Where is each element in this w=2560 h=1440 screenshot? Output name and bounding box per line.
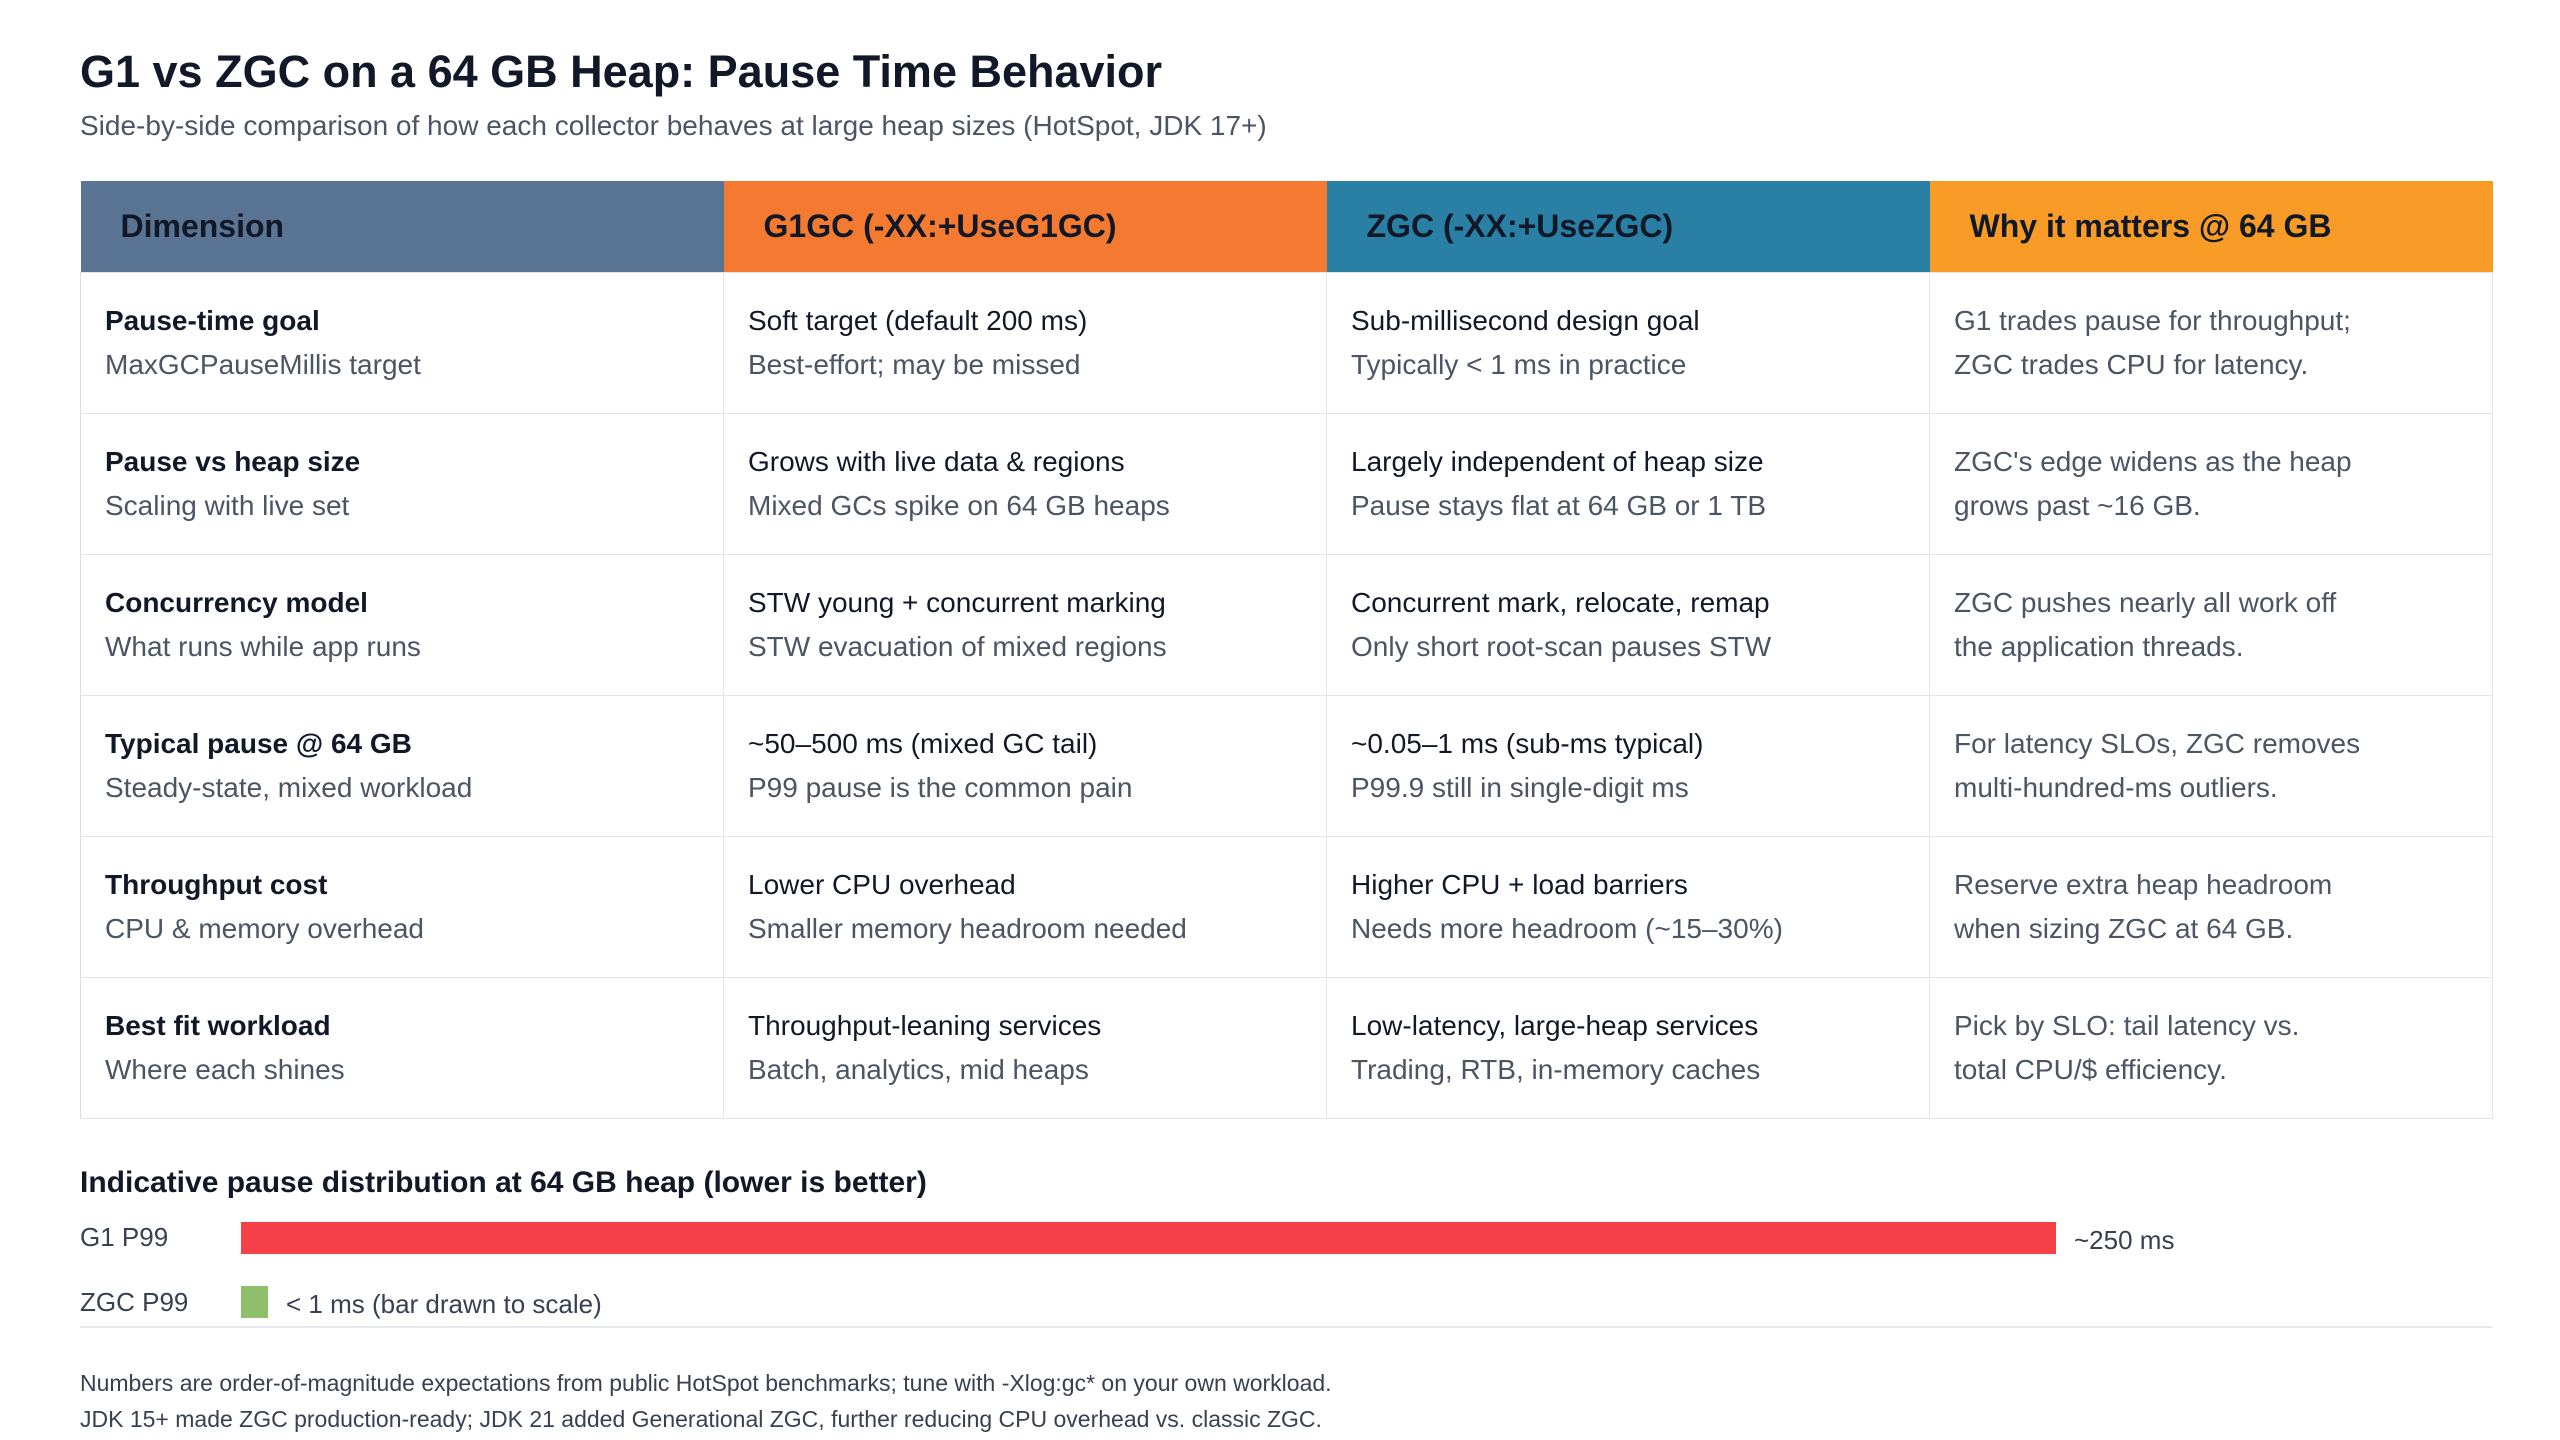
cell-main-text: Sub-millisecond design goal	[1351, 305, 1700, 336]
cell-main-text: STW young + concurrent marking	[748, 587, 1166, 618]
cell-why	[1930, 273, 2493, 414]
cell-main-text: Pick by SLO: tail latency vs.	[1954, 1010, 2300, 1041]
cell-main-text: G1 trades pause for throughput;	[1954, 305, 2351, 336]
cell-main-text: Reserve extra heap headroom	[1954, 869, 2333, 900]
cell-sub-text: CPU & memory overhead	[105, 913, 425, 944]
g1-bar-value: ~250 ms	[2074, 1225, 2175, 1255]
cell-g1gc	[724, 696, 1327, 837]
cell-why	[1930, 414, 2493, 555]
cell-main-text: Higher CPU + load barriers	[1351, 869, 1688, 900]
cell-main-text: ZGC pushes nearly all work off	[1954, 587, 2337, 618]
cell-sub-text: What runs while app runs	[105, 631, 421, 662]
cell-why	[1930, 837, 2493, 978]
cell-sub-text: the application threads.	[1954, 631, 2244, 662]
cell-zgc	[1327, 978, 1930, 1119]
cell-main-text: ~50–500 ms (mixed GC tail)	[748, 728, 1098, 759]
cell-sub-text: Mixed GCs spike on 64 GB heaps	[748, 490, 1170, 521]
cell-sub-text: total CPU/$ efficiency.	[1954, 1054, 2227, 1085]
cell-sub-text: P99.9 still in single-digit ms	[1351, 772, 1689, 803]
cell-sub-text: Pause stays flat at 64 GB or 1 TB	[1351, 490, 1767, 521]
column-header-zgc: ZGC (-XX:+UseZGC)	[1327, 181, 1930, 273]
cell-why	[1930, 978, 2493, 1119]
zgc-pause-bar	[241, 1286, 268, 1318]
cell-dimension	[81, 696, 724, 837]
cell-main-text: Pause-time goal	[105, 305, 320, 336]
cell-sub-text: MaxGCPauseMillis target	[105, 349, 421, 380]
cell-sub-text: multi-hundred-ms outliers.	[1954, 772, 2278, 803]
table-row	[81, 273, 2493, 414]
divider	[80, 1326, 2492, 1328]
cell-main-text: Throughput cost	[105, 869, 328, 900]
cell-g1gc	[724, 273, 1327, 414]
column-header-dimension: Dimension	[81, 181, 724, 273]
zgc-bar-label: ZGC P99	[80, 1287, 189, 1317]
cell-sub-text: STW evacuation of mixed regions	[748, 631, 1167, 662]
cell-sub-text: Smaller memory headroom needed	[748, 913, 1187, 944]
cell-main-text: Throughput-leaning services	[748, 1010, 1102, 1041]
cell-sub-text: ZGC trades CPU for latency.	[1954, 349, 2309, 380]
cell-main-text: Lower CPU overhead	[748, 869, 1016, 900]
cell-sub-text: Where each shines	[105, 1054, 345, 1085]
column-header-g1gc: G1GC (-XX:+UseG1GC)	[724, 181, 1327, 273]
cell-sub-text: Needs more headroom (~15–30%)	[1351, 913, 1783, 944]
cell-dimension	[81, 555, 724, 696]
table-row	[81, 414, 2493, 555]
cell-g1gc	[724, 837, 1327, 978]
table-row	[81, 696, 2493, 837]
cell-main-text: ~0.05–1 ms (sub-ms typical)	[1351, 728, 1704, 759]
page-subtitle: Side-by-side comparison of how each collector behaves at large heap sizes (HotSpot, JDK 17+)	[80, 110, 1267, 141]
cell-main-text: ZGC's edge widens as the heap	[1954, 446, 2352, 477]
pause-chart-title: Indicative pause distribution at 64 GB heap (lower is better)	[80, 1166, 927, 1199]
page-title: G1 vs ZGC on a 64 GB Heap: Pause Time Behavior	[80, 46, 1163, 97]
cell-sub-text: Only short root-scan pauses STW	[1351, 631, 1772, 662]
comparison-table	[80, 181, 2492, 1119]
cell-zgc	[1327, 555, 1930, 696]
g1-pause-bar	[241, 1222, 2056, 1254]
cell-main-text: Best fit workload	[105, 1010, 331, 1041]
cell-g1gc	[724, 555, 1327, 696]
cell-main-text: Grows with live data & regions	[748, 446, 1125, 477]
cell-main-text: Concurrency model	[105, 587, 368, 618]
cell-sub-text: Steady-state, mixed workload	[105, 772, 473, 803]
cell-sub-text: when sizing ZGC at 64 GB.	[1954, 913, 2294, 944]
zgc-bar-value: < 1 ms (bar drawn to scale)	[286, 1289, 602, 1319]
cell-main-text: Pause vs heap size	[105, 446, 361, 477]
table-row	[81, 837, 2493, 978]
cell-dimension	[81, 273, 724, 414]
cell-main-text: Low-latency, large-heap services	[1351, 1010, 1759, 1041]
cell-g1gc	[724, 414, 1327, 555]
table-row	[81, 555, 2493, 696]
table-row	[81, 978, 2493, 1119]
cell-sub-text: Best-effort; may be missed	[748, 349, 1081, 380]
cell-sub-text: grows past ~16 GB.	[1954, 490, 2201, 521]
cell-zgc	[1327, 273, 1930, 414]
g1-bar-label: G1 P99	[80, 1222, 169, 1252]
cell-dimension	[81, 978, 724, 1119]
cell-main-text: Largely independent of heap size	[1351, 446, 1764, 477]
cell-why	[1930, 696, 2493, 837]
cell-zgc	[1327, 837, 1930, 978]
cell-sub-text: P99 pause is the common pain	[748, 772, 1133, 803]
footnote: JDK 15+ made ZGC production-ready; JDK 21 added Generational ZGC, further reducing CPU overhead vs. classic ZGC.	[80, 1406, 1322, 1432]
cell-zgc	[1327, 414, 1930, 555]
column-header-why-it-matters: Why it matters @ 64 GB	[1930, 181, 2493, 273]
cell-zgc	[1327, 696, 1930, 837]
cell-dimension	[81, 414, 724, 555]
cell-sub-text: Scaling with live set	[105, 490, 350, 521]
footnote: Numbers are order-of-magnitude expectations from public HotSpot benchmarks; tune with -Xlog:gc* on your own workload.	[80, 1370, 1332, 1396]
cell-main-text: Soft target (default 200 ms)	[748, 305, 1088, 336]
cell-main-text: Typical pause @ 64 GB	[105, 728, 412, 759]
cell-sub-text: Trading, RTB, in-memory caches	[1351, 1054, 1761, 1085]
cell-why	[1930, 555, 2493, 696]
cell-main-text: For latency SLOs, ZGC removes	[1954, 728, 2361, 759]
cell-sub-text: Batch, analytics, mid heaps	[748, 1054, 1089, 1085]
cell-dimension	[81, 837, 724, 978]
cell-sub-text: Typically < 1 ms in practice	[1351, 349, 1687, 380]
table-header-row	[81, 181, 2493, 273]
cell-main-text: Concurrent mark, relocate, remap	[1351, 587, 1770, 618]
cell-g1gc	[724, 978, 1327, 1119]
